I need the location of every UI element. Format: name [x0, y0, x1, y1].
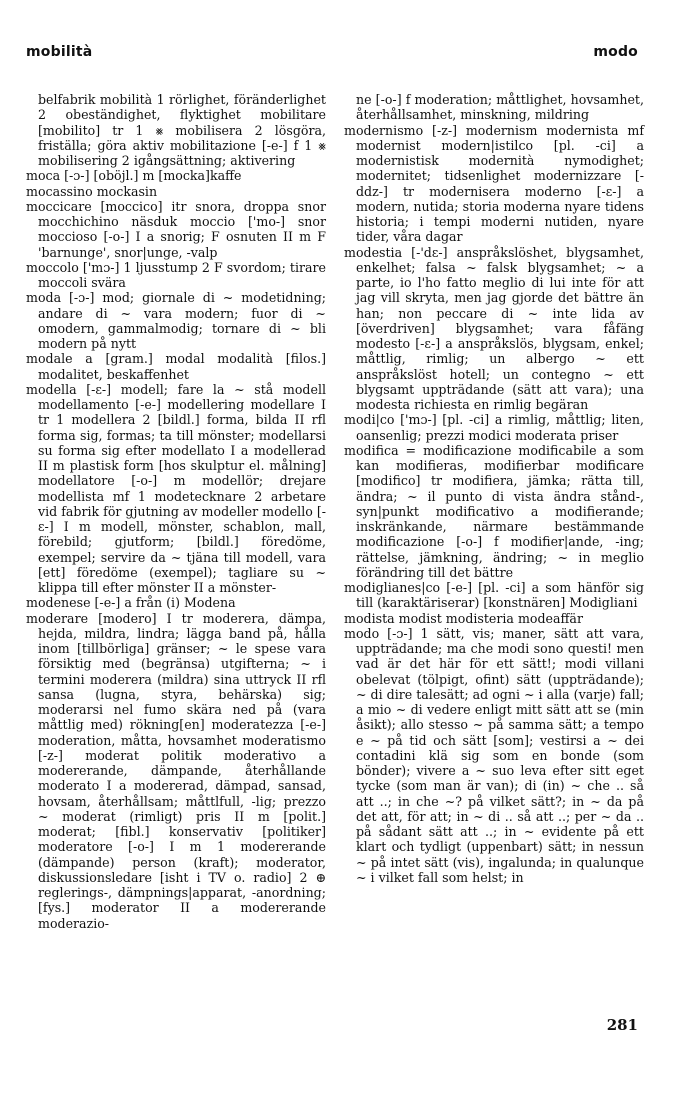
right-column [344, 92, 644, 885]
entry-mocassino: mocassino mockasin [26, 183, 158, 199]
entry-modo: modo [-ɔ-] 1 sätt, vis; maner, sätt att vara, uppträdande; ma che modi sono questi! men vad är det här för ett sätt!; modi villani obelevat (tölpigt, ofint) sätt (uppträdande); ~ di dire talesätt; ad ogni ~ i alla (varje) fall; a mio ~ di vedere enligt mitt sätt att se (min åsikt); allo stesso ~ på samma sätt; a tempo e ~ på tid och sätt [som]; vestirsi a ~ dei contadini klä sig som en bonde (som bönder); vivere a ~ suo leva efter sitt eget tycke (som man är van); di (in) ~ che .. så att ..; in che ~? på vilket sätt?; in ~ da på det att, för att; in ~ di .. så att ..; per ~ da .. på sådant sätt att ..; in ~ evidente på ett klart och tydligt (uppenbart) sätt; in nessun ~ på intet sätt (vis), ingalunda; in qualunque ~ i vilket fall som helst; in [344, 625, 644, 885]
running-head-left: mobilità [26, 44, 93, 60]
page-number: 281 [606, 1016, 638, 1034]
entry-moderazione-cont: ne [-o-] f moderation; måttlighet, hovsamhet, återhållsamhet, minskning, mildring [356, 92, 644, 123]
entry-modestia: modestia [-'dɛ-] anspråkslöshet, blygsamhet, enkelhet; falsa ~ falsk blygsamhet; ~ a parte, io l'ho fatto meglio di lui inte för att jag vill skryta, men jag gjorde det bättre än han; non peccare di ~ inte lida av [överdriven] blygsamhet; vara fåfäng modesto [-ɛ-] a anspråkslös, blygsam, enkel; måttlig, rimlig; un albergo ~ ett anspråkslöst hotell; un contegno ~ ett blygsamt uppträdande (sätt att vara); una modesta richiesta en rimlig begäran [344, 244, 644, 412]
entry-belfabrik: belfabrik mobilità 1 rörlighet, föränderlighet 2 obeständighet, flyktighet mobilitare [mobilito] tr 1 ⨳ mobilisera 2 lösgöra, friställa; göra aktiv mobilitazione [-e-] f 1 ⨳ mobilisering 2 igångsättning; aktivering [38, 92, 326, 168]
entry-moccicare: moccicare [moccico] itr snora, droppa snor mocchichino näsduk moccio ['mo-] snor moccioso [-o-] I a snorig; F osnuten II m F 'barnunge', snor|unge, -valp [26, 198, 326, 260]
entry-modiglianesco: modiglianes|co [-e-] [pl. -ci] a som hänför sig till (karaktäriserar) [konstnären] Modigliani [344, 580, 644, 611]
entry-modifica: modifica = modificazione modificabile a som kan modifieras, modifierbar modificare [modifico] tr modifiera, jämka; rätta till, ändra; ~ il punto di vista ändra stånd-, syn|punkt modificativo a modifierande; inskränkande, närmare bestämmande modificazione [-o-] f modifier|ande, -ing; rättelse, jämkning, ändring; ~ in meglio förändring till det bättre [344, 442, 644, 580]
entry-modella: modella [-ɛ-] modell; fare la ~ stå modell modellamento [-e-] modellering modellare I tr 1 modellera 2 [bildl.] forma, bilda II rfl forma sig, formas; ta till mönster; modellarsi su forma sig efter modellato I a modellerad II m plastisk form [hos skulptur el. målning] modellatore [-o-] m modellör; drejare modellista mf 1 modetecknare 2 arbetare vid fabrik för gjutning av modeller modello [-ɛ-] I m modell, mönster, schablon, mall, förebild; gjutform; [bildl.] föredöme, exempel; servire da ~ tjäna till modell, vara [ett] föredöme (exempel); tagliare su ~ klippa till efter mönster II a mönster- [26, 381, 326, 595]
entry-moderare: moderare [modero] I tr moderera, dämpa, hejda, mildra, lindra; lägga band på, hålla inom [tillbörliga] gränser; ~ le spese vara försiktig med (begränsa) utgifterna; ~ i termini moderera (mildra) sina uttryck II rfl sansa (lugna, styra, behärska) sig; moderarsi nel fumo skära ned på (vara måttlig med) rökning[en] moderatezza [-e-] moderation, måtta, hovsamhet moderatismo [-z-] moderat politik moderativo a modererande, dämpande, återhållande moderato I a modererad, dämpad, sansad, hovsam, återhållsam; måttlfull, -lig; prezzo ~ moderat (rimligt) pris II m [polit.] moderat; [fibl.] konservativ [politiker] moderatore [-o-] I m 1 modererande (dämpande) person (kraft); moderator, diskussionsledare [isht i TV o. radio] 2 ⊕ reglerings-, dämpnings|apparat, -anordning; [fys.] moderator II a modererande moderazio- [26, 610, 326, 931]
entry-moda: moda [-ɔ-] mod; giornale di ~ modetidning; andare di ~ vara modern; fuor di ~ omodern, gammalmodig; tornare di ~ bli modern på nytt [26, 290, 326, 351]
entry-moccolo: moccolo ['mɔ-] 1 ljusstump 2 F svordom; tirare moccoli svära [26, 259, 326, 290]
entry-modernismo: modernismo [-z-] modernism modernista mf modernist modern|istilco [pl. -ci] a modernistisk modernità nymodighet; modernitet; tidsenlighet modernizzare [-ddz-] tr modernisera moderno [-ɛ-] a modern, nutida; storia moderna nyare tidens historia; i tempi moderni nutiden, nyare tider, våra dagar [344, 122, 644, 245]
entry-modale: modale a [gram.] modal modalità [filos.] modalitet, beskaffenhet [26, 351, 326, 382]
entry-modista: modista modist modisteria modeaffär [344, 610, 583, 626]
entry-modenese: modenese [-e-] a från (i) Modena [26, 595, 236, 611]
running-head-right: modo [593, 44, 638, 60]
entry-moca: moca [-ɔ-] [oböjl.] m [mocka]kaffe [26, 168, 242, 184]
entry-modico: modi|co ['mɔ-] [pl. -ci] a rimlig, måttlig; liten, oansenlig; prezzi modici moderata priser [344, 412, 644, 443]
left-column [26, 92, 326, 931]
